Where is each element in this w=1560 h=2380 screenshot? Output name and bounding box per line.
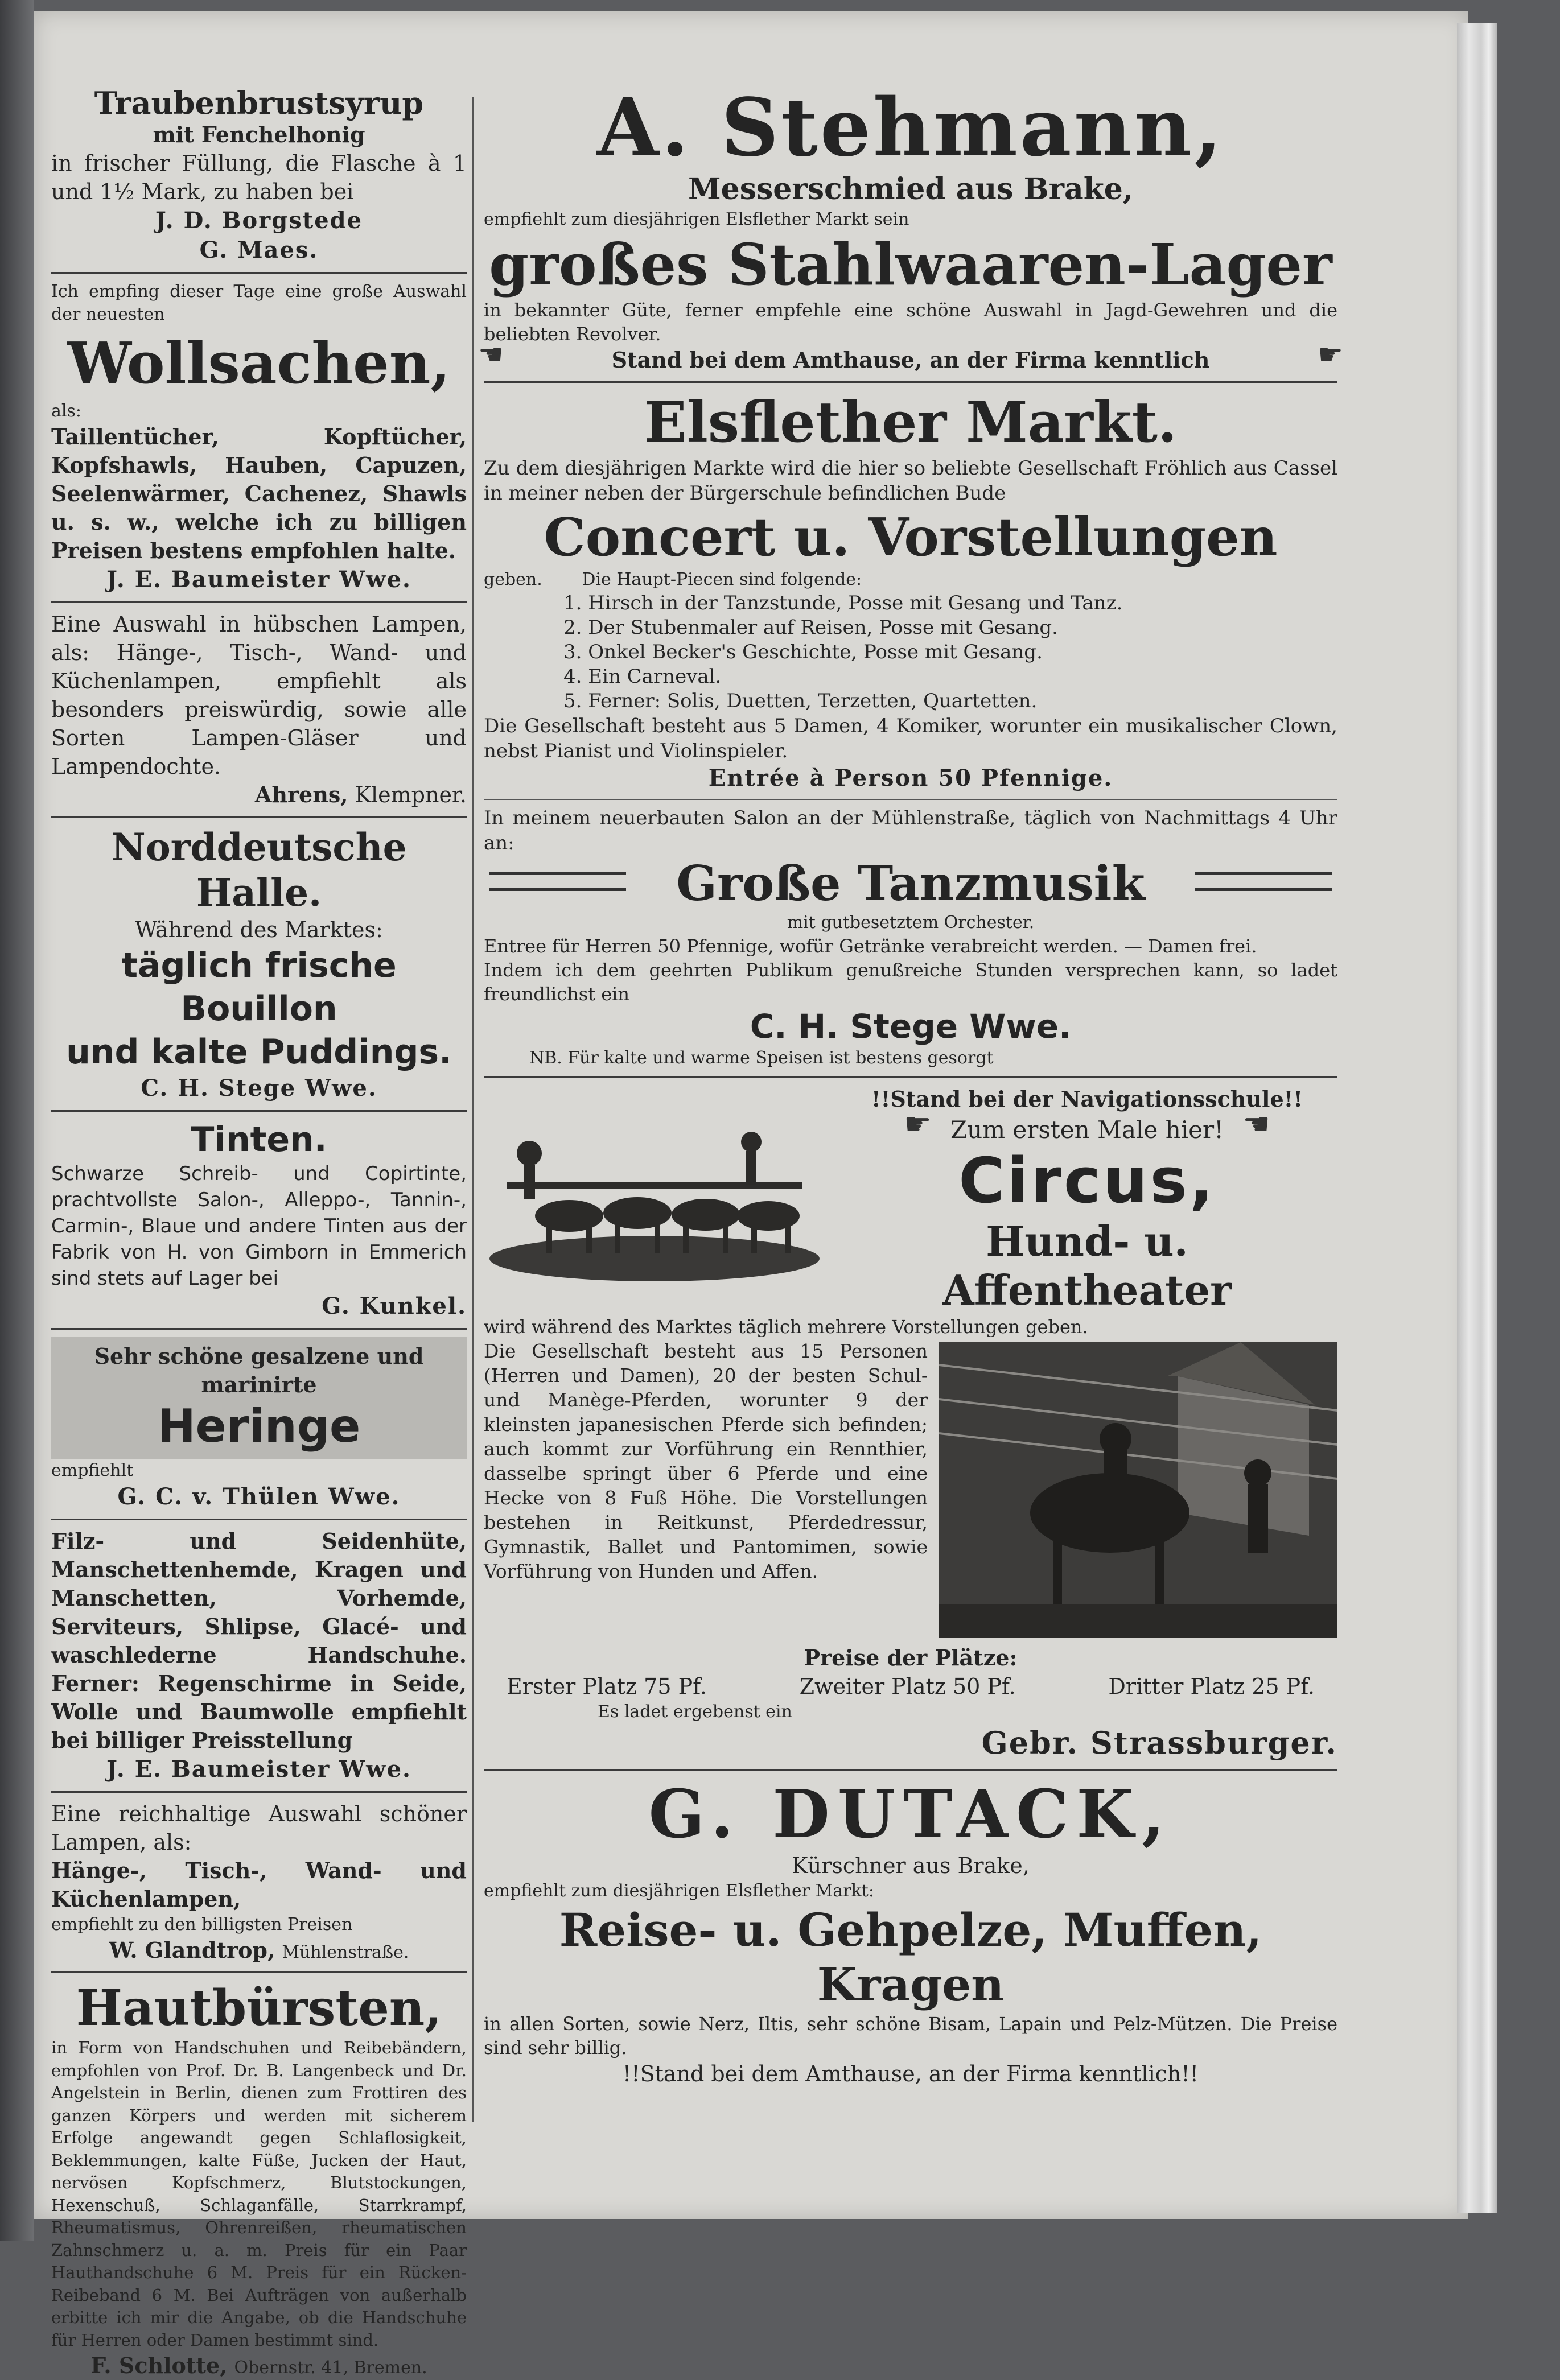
ad-subtitle: mit Fenchelhonig — [153, 122, 365, 147]
right-column — [478, 81, 1343, 2086]
divider — [51, 1971, 467, 1973]
ad-text: empfiehlt zum diesjährigen Elsflether Markt: — [484, 1881, 874, 1901]
ad-text: als: — [51, 401, 81, 421]
ad-lampen-glandtrop — [51, 1800, 467, 1965]
price-first: Erster Platz 75 Pf. — [507, 1674, 707, 1699]
divider — [51, 1110, 467, 1112]
ad-signature: W. Glandtrop, — [109, 1937, 275, 1963]
decorative-rule — [489, 872, 626, 891]
decorative-rule — [1195, 872, 1332, 891]
ad-text: Entree für Herren 50 Pfennige, wofür Getränke verabreicht werden. — Damen frei. — [484, 935, 1257, 957]
ad-circus — [484, 1085, 1337, 1762]
circus-horses-woodcut — [484, 1119, 825, 1284]
book-binding — [0, 0, 34, 2241]
ad-text: geben. — [484, 570, 542, 589]
ad-text: Die Gesellschaft besteht aus 5 Damen, 4 Komiker, worunter ein musikalischer Clown, nebst Pianist und Violinspieler. — [484, 715, 1337, 762]
ad-traubenbrustsyrup — [51, 85, 467, 265]
ad-stand: !!Stand bei dem Amthause, an der Firma kenntlich!! — [623, 2061, 1199, 2086]
pointing-hand-left-icon: ☚ — [478, 338, 504, 371]
circus-riders-woodcut — [939, 1342, 1337, 1638]
ad-elsflether-markt — [484, 390, 1337, 793]
ad-note: NB. Für kalte und warme Speisen ist bestens gesorgt — [529, 1048, 994, 1068]
price-third: Dritter Platz 25 Pf. — [1108, 1674, 1315, 1699]
ad-title: Wollsachen, — [67, 329, 451, 397]
ad-title: Große Tanzmusik — [676, 855, 1145, 911]
ad-text: in frischer Füllung, die Flasche à 1 und 1½ Mark, zu haben bei — [51, 151, 467, 204]
ad-subtitle: Kürschner aus Brake, — [792, 1853, 1030, 1878]
ad-big: Reise- u. Gehpelze, Muffen, Kragen — [559, 1903, 1262, 2011]
ad-title: Elsflether Markt. — [644, 390, 1178, 455]
price-second: Zweiter Platz 50 Pf. — [799, 1674, 1016, 1699]
divider — [484, 381, 1337, 383]
ad-big: Concert u. Vorstellungen — [544, 506, 1278, 568]
ad-subtitle: Während des Marktes: — [135, 917, 383, 942]
ad-norddeutsche-halle — [51, 824, 467, 1103]
ad-text: empfiehlt zu den billigsten Preisen — [51, 1915, 353, 1934]
ad-big: großes Stahlwaaren-Lager — [489, 231, 1332, 298]
ad-text: in bekannter Güte, ferner empfehle eine schöne Auswahl in Jagd-Gewehren und die beliebten Revolver. — [484, 299, 1337, 345]
ad-text: Eine reichhaltige Auswahl schöner Lampen, als: — [51, 1801, 467, 1855]
ad-signature: J. D. Borgstede — [155, 207, 363, 234]
divider — [51, 1328, 467, 1330]
pointing-hand-right-icon: ☛ — [904, 1106, 932, 1142]
program-item: 3. Onkel Becker's Geschichte, Posse mit Gesang. — [563, 641, 1043, 663]
ad-wollsachen — [51, 281, 467, 595]
ad-signature-address: Obernstr. 41, Bremen. — [234, 2358, 427, 2378]
ad-hute — [51, 1527, 467, 1784]
ad-subtitle: Messerschmied aus Brake, — [688, 172, 1133, 207]
ad-text: Filz- und Seidenhüte, Manschettenhemde, Kragen und Manschetten, Vorhemde, Serviteurs, Shlipse, Glacé- und waschlederne Handschuhe. Ferner: Regenschirme in Seide, Wolle und Baumwolle empfiehlt bei billiger Preisstellung — [51, 1528, 467, 1753]
ad-text: Die Gesellschaft besteht aus 15 Personen (Herren und Damen), 20 der besten Schul- und Manège-Pferden, worunter 9 der kleinsten japanesischen Pferde sich befinden; auch kommt zur Vorführung ein Rennthier, dasselbe springt über 6 Pferde und eine Hecke von 8 Fuß Höhe. Die Vorstellungen bestehen in Reitkunst, Pferdedressur, Gymnastik, Ballet und Pantomimen, sowie Vorführung von Hunden und Affen. — [484, 1340, 928, 1582]
page-stack-edge — [1457, 23, 1497, 2213]
left-column — [51, 85, 467, 2378]
ad-subtitle: Hund- u. Affentheater — [942, 1217, 1232, 1314]
ad-text: Zu dem diesjährigen Markte wird die hier so beliebte Gesellschaft Fröhlich aus Cassel in meiner neben der Bürgerschule befindlichen Bude — [484, 457, 1337, 505]
divider — [51, 1791, 467, 1793]
ad-stehmann — [478, 81, 1343, 374]
ad-text: Es ladet ergebenst ein — [598, 1702, 792, 1722]
pointing-hand-left-icon: ☚ — [1242, 1106, 1270, 1142]
ad-subtitle: Sehr schöne gesalzene und marinirte — [94, 1343, 424, 1397]
ad-title: A. Stehmann, — [597, 81, 1224, 175]
ad-text: Indem ich dem geehrten Publikum genußreiche Stunden versprechen kann, so ladet freundlichst ein — [484, 959, 1337, 1005]
ad-text: Die Haupt-Piecen sind folgende: — [582, 570, 862, 589]
ad-stand: !!Stand bei der Navigationsschule!! — [871, 1086, 1303, 1112]
woodcut-image — [939, 1342, 1337, 1638]
ad-text: Hänge-, Tisch-, Wand- und Küchenlampen, — [51, 1858, 467, 1912]
ad-signature: C. H. Stege Wwe. — [750, 1007, 1072, 1046]
divider — [484, 1076, 1337, 1078]
ad-signature: G. Maes. — [199, 237, 319, 263]
ad-prices-title: Preise der Plätze: — [804, 1645, 1018, 1670]
woodcut-image — [484, 1119, 825, 1284]
ad-text: in Form von Handschuhen und Reibebändern, empfohlen von Prof. Dr. B. Langenbeck und Dr. Angelstein in Berlin, dienen zum Frottiren des ganzen Körpers und werden mit sicherem Erfolge angewandt gegen Schlaflosigkeit, Beklemmungen, kalte Füße, Jucken der Haut, nervösen Kopfschmerz, Blutstockungen, Hexenschuß, Schlaganfälle, Starrkrampf, Rheumatismus, Ohrenreißen, rheumatischen Zahnschmerz u. a. m. Preis für ein Paar Hauthandschuhe 6 M. Preis für ein Rücken-Reibeband 6 M. Bei Aufträgen von außerhalb erbitte ich mir die Angabe, ob die Handschuhe für Herren oder Damen bestimmt sind. — [51, 2038, 467, 2350]
ad-text: Zum ersten Male hier! — [950, 1116, 1224, 1144]
divider — [51, 272, 467, 274]
program-item: 5. Ferner: Solis, Duetten, Terzetten, Quartetten. — [563, 690, 1038, 712]
ad-text: empfiehlt — [51, 1461, 134, 1480]
ad-dutack — [484, 1777, 1337, 2088]
ad-title: Circus, — [958, 1144, 1216, 1217]
ad-signature-street: Mühlenstraße. — [282, 1942, 409, 1962]
ad-heringe — [51, 1337, 467, 1459]
ad-lampen-ahrens — [51, 610, 467, 809]
ad-stand: Stand bei dem Amthause, an der Firma kenntlich — [611, 347, 1210, 373]
ad-entree: Entrée à Person 50 Pfennige. — [708, 765, 1113, 791]
ad-text: Schwarze Schreib- und Copirtinte, prachtvollste Salon-, Alleppo-, Tannin-, Carmin-, Blaue und andere Tinten aus der Fabrik von H. von Gimborn in Emmerich sind stets auf Lager bei — [51, 1162, 467, 1290]
ad-signature: F. Schlotte, — [90, 2353, 228, 2378]
program-item: 1. Hirsch in der Tanzstunde, Posse mit Gesang und Tanz. — [563, 592, 1123, 614]
ad-tinten — [51, 1119, 467, 1321]
ad-title: Heringe — [157, 1400, 361, 1453]
ad-signature: G. Kunkel. — [322, 1293, 467, 1319]
ad-title: Norddeutsche Halle. — [111, 825, 407, 915]
ad-signature-role: Klempner. — [355, 782, 467, 807]
ad-line: täglich frische Bouillon — [121, 946, 397, 1029]
ad-title: G. DUTACK, — [648, 1776, 1173, 1853]
ad-text: Taillentücher, Kopftücher, Kopfshawls, Hauben, Capuzen, Seelenwärmer, Cachenez, Shawls u. s. w., welche ich zu billigen Preisen bestens empfohlen halte. — [51, 424, 467, 563]
divider — [484, 1769, 1337, 1771]
ad-title: Tinten. — [191, 1120, 327, 1160]
ad-tanzmusik — [484, 806, 1337, 1070]
ad-signature: G. C. v. Thülen Wwe. — [117, 1483, 401, 1510]
ad-signature: Gebr. Strassburger. — [981, 1725, 1337, 1761]
pointing-hand-right-icon: ☛ — [1318, 338, 1343, 371]
ad-text: empfiehlt zum diesjährigen Elsflether Markt sein — [484, 209, 909, 229]
ad-title: Traubenbrustsyrup — [94, 85, 424, 121]
ad-text: wird während des Marktes täglich mehrere Vorstellungen geben. — [484, 1316, 1088, 1338]
ad-heringe-footer — [51, 1459, 467, 1512]
divider — [51, 816, 467, 818]
ad-signature: Ahrens, — [254, 782, 348, 807]
ad-title: Hautbürsten, — [76, 1979, 442, 2037]
ad-signature: J. E. Baumeister Wwe. — [106, 1756, 411, 1783]
ad-text: Eine Auswahl in hübschen Lampen, als: Hänge-, Tisch-, Wand- und Küchenlampen, empfiehlt als besonders preiswürdig, sowie alle Sorten Lampen-Gläser und Lampendochte. — [51, 612, 467, 779]
column-divider — [472, 97, 474, 2122]
program-item: 2. Der Stubenmaler auf Reisen, Posse mit Gesang. — [563, 616, 1058, 639]
ad-hautbuersten — [51, 1980, 467, 2380]
ad-signature: C. H. Stege Wwe. — [141, 1075, 377, 1102]
program-item: 4. Ein Carneval. — [563, 665, 722, 688]
ad-text: Ich empfing dieser Tage eine große Auswahl der neuesten — [51, 282, 467, 324]
ad-subtitle: mit gutbesetztem Orchester. — [787, 913, 1035, 933]
ad-line: und kalte Puddings. — [66, 1032, 452, 1072]
ad-text: in allen Sorten, sowie Nerz, Iltis, sehr schöne Bisam, Lapain und Pelz-Mützen. Die Preise sind sehr billig. — [484, 2013, 1337, 2059]
divider — [484, 799, 1337, 800]
divider — [51, 1519, 467, 1520]
ad-signature: J. E. Baumeister Wwe. — [106, 566, 411, 593]
divider — [51, 601, 467, 603]
ad-text: In meinem neuerbauten Salon an der Mühlenstraße, täglich von Nachmittags 4 Uhr an: — [484, 807, 1337, 855]
